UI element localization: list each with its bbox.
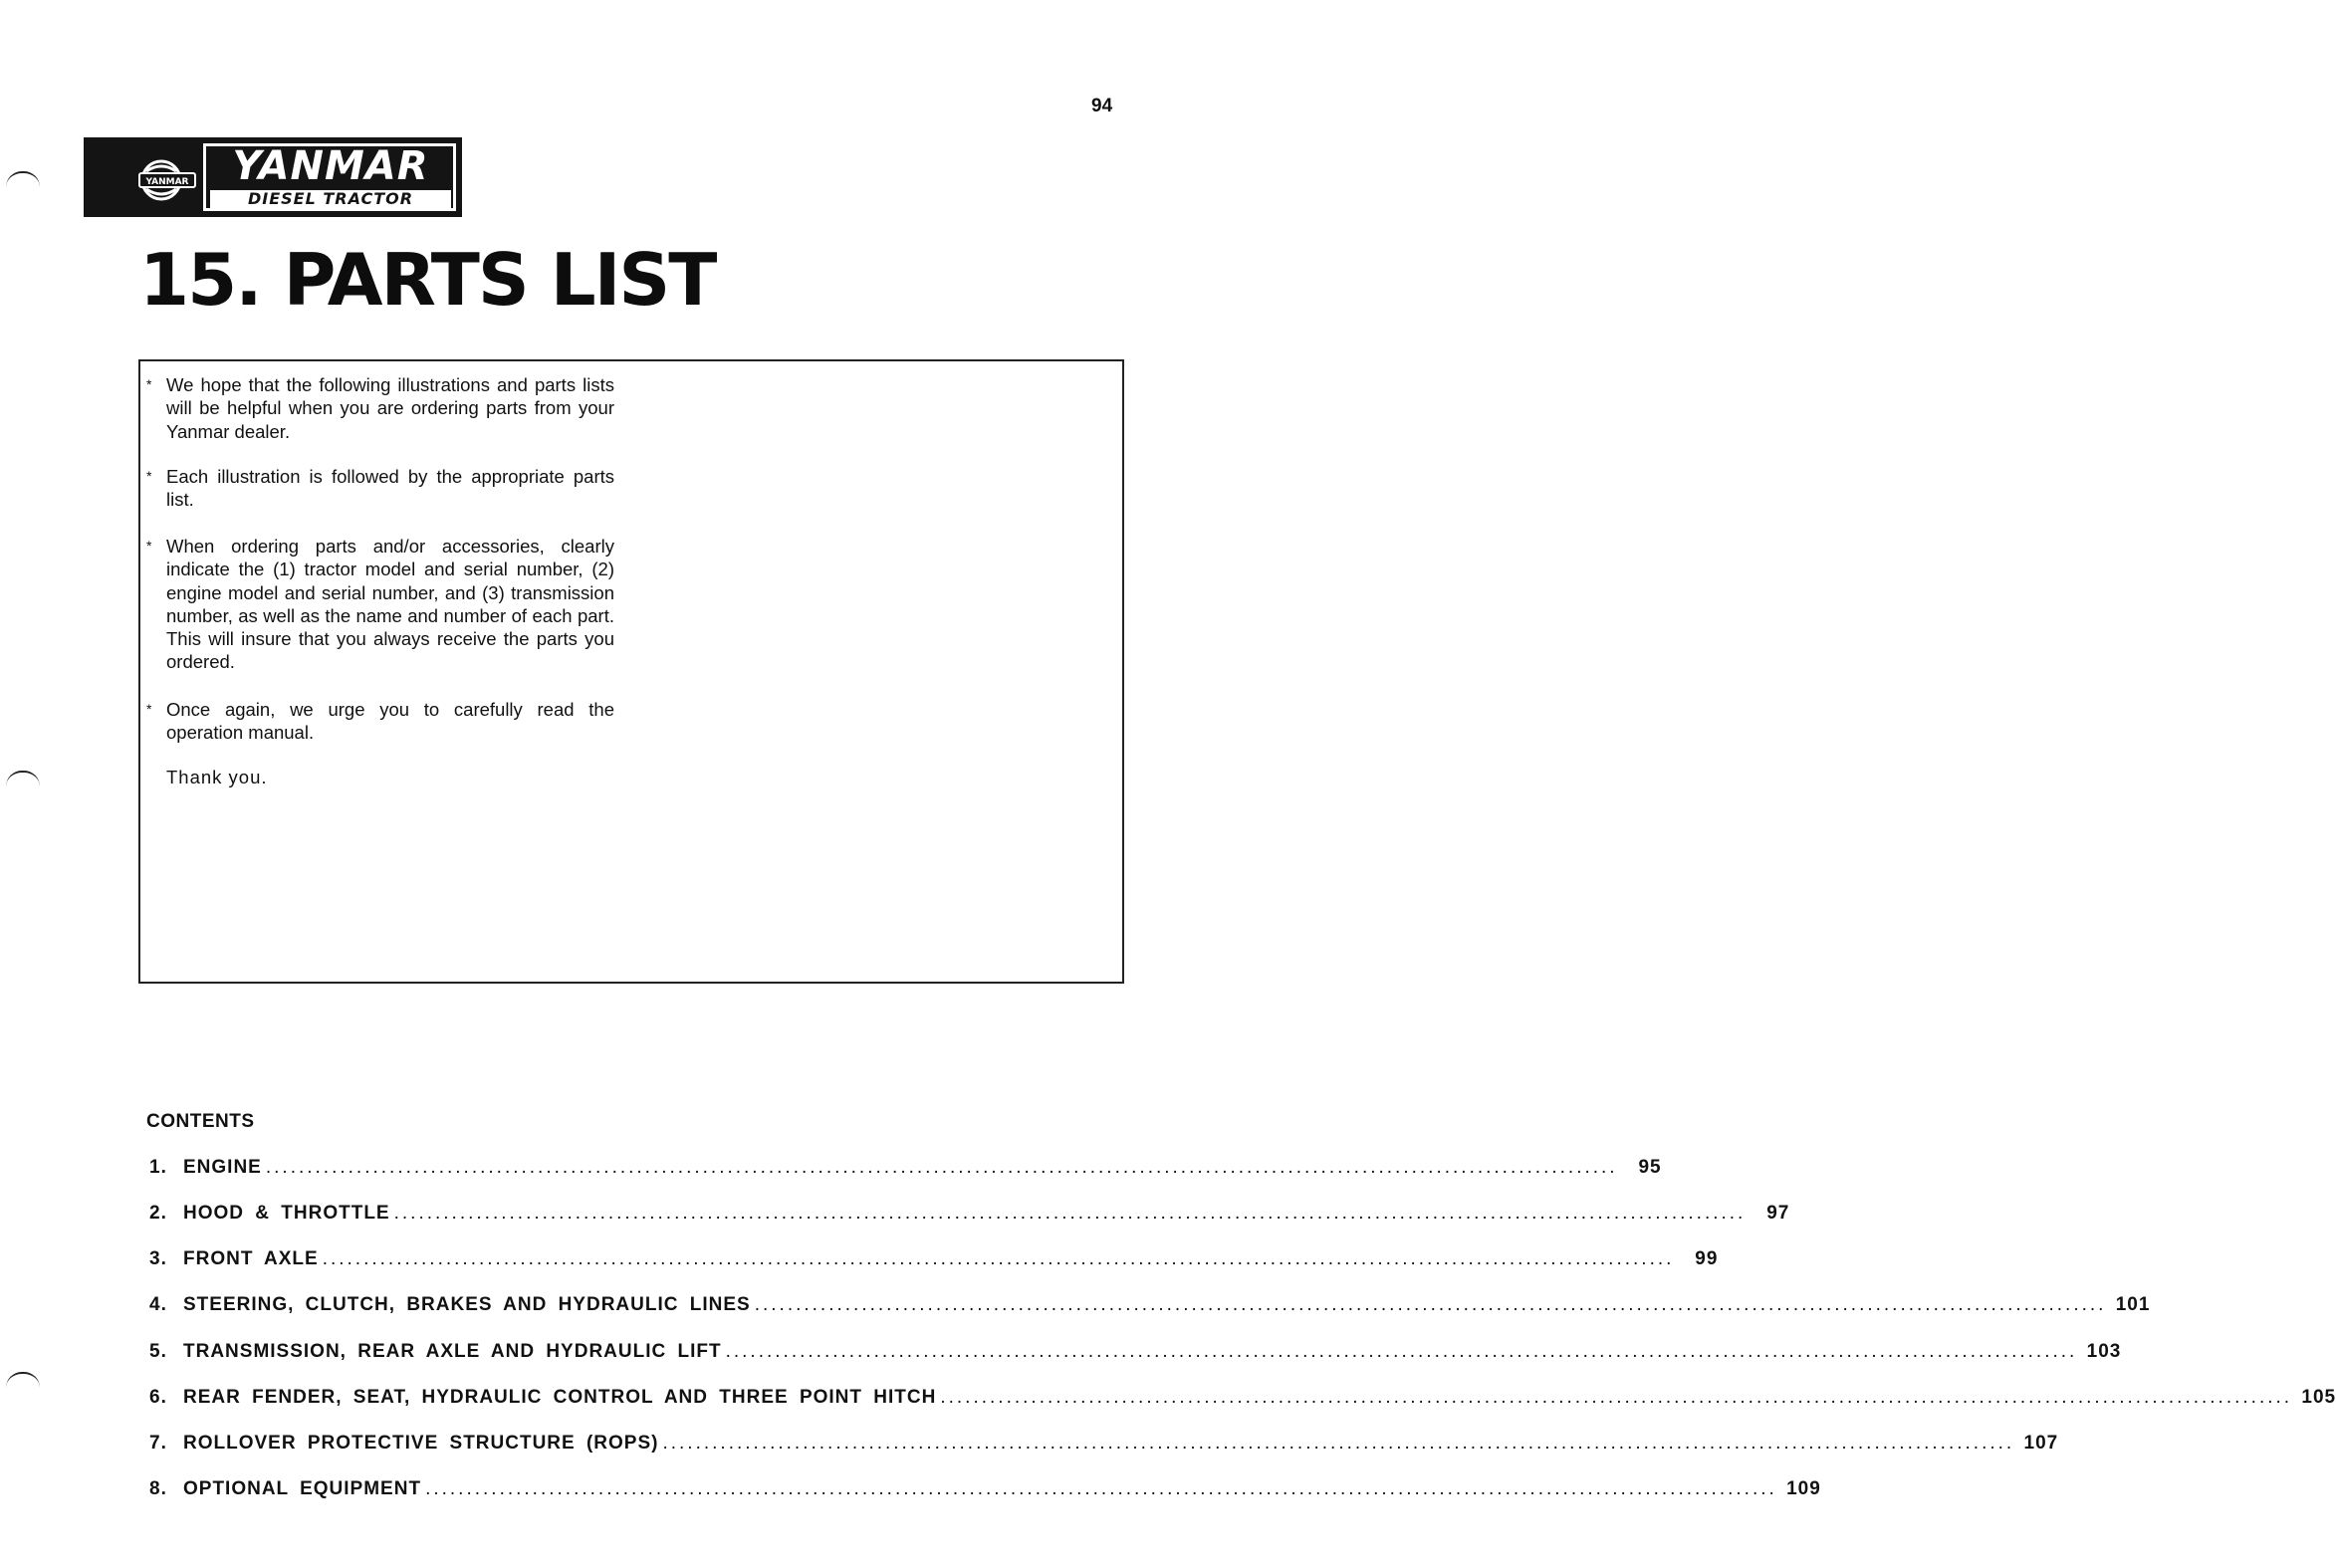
notice-text: We hope that the following illustrations and parts lists will be helpful when you are ordering parts from your Yanmar dealer. <box>166 374 614 442</box>
toc-title: STEERING, CLUTCH, BRAKES AND HYDRAULIC LINES <box>183 1294 751 1315</box>
toc-leader: .................................................................................................................................................................... <box>393 1203 1747 1224</box>
toc-entry-rear-fender <box>149 1387 2336 1413</box>
toc-page: 99 <box>1695 1248 1719 1269</box>
toc-leader: .................................................................................................................................................................... <box>265 1157 1618 1178</box>
notice-item <box>146 698 614 745</box>
toc-leader: .................................................................................................................................................................... <box>662 1433 2015 1454</box>
bullet-icon: * <box>146 468 152 484</box>
logo-brand: YANMAR <box>232 143 429 189</box>
toc-title: TRANSMISSION, REAR AXLE AND HYDRAULIC LIFT <box>183 1341 722 1362</box>
toc-entry-transmission <box>149 1341 2122 1367</box>
toc-number: 6. <box>149 1387 167 1408</box>
toc-entry-engine <box>149 1157 1662 1183</box>
notice-text: When ordering parts and/or accessories, clearly indicate the (1) tractor model and serial number, (2) engine model and serial number, and (3) transmission number, as well as the name and number of each part. This will insure that you always receive the parts you ordered. <box>166 536 614 673</box>
toc-page: 103 <box>2086 1341 2122 1362</box>
toc-number: 1. <box>149 1157 167 1178</box>
toc-number: 3. <box>149 1248 167 1269</box>
bullet-icon: * <box>146 701 152 717</box>
logo-plate <box>203 143 456 211</box>
toc-number: 4. <box>149 1294 167 1315</box>
toc-title: OPTIONAL EQUIPMENT <box>183 1478 422 1499</box>
notice-text: Each illustration is followed by the appropriate parts list. <box>166 466 614 511</box>
toc-title: ENGINE <box>183 1157 262 1178</box>
toc-title: HOOD & THROTTLE <box>183 1203 390 1224</box>
toc-leader: .................................................................................................................................................................... <box>725 1341 2078 1362</box>
toc-page: 95 <box>1638 1157 1662 1178</box>
closing-text: Thank you. <box>166 767 268 787</box>
toc-leader: .................................................................................................................................................................... <box>425 1478 1777 1499</box>
toc-page: 107 <box>2023 1433 2059 1454</box>
toc-entry-steering <box>149 1294 2151 1320</box>
yanmar-emblem-icon <box>137 157 197 203</box>
toc-title: ROLLOVER PROTECTIVE STRUCTURE (ROPS) <box>183 1433 659 1454</box>
notice-item <box>146 373 614 443</box>
notice-item <box>146 465 614 512</box>
page-number: 94 <box>1091 96 1113 116</box>
toc-page: 109 <box>1786 1478 1821 1499</box>
toc-number: 7. <box>149 1433 167 1454</box>
toc-entry-hood-throttle <box>149 1203 1790 1229</box>
toc-entry-front-axle <box>149 1248 1719 1274</box>
toc-leader: .................................................................................................................................................................... <box>322 1248 1675 1269</box>
toc-leader: .................................................................................................................................................................... <box>754 1294 2107 1315</box>
emblem-text: YANMAR <box>145 177 189 187</box>
bullet-icon: * <box>146 376 152 392</box>
notice-box <box>138 359 1124 984</box>
toc-leader: .................................................................................................................................................................... <box>940 1387 2293 1408</box>
contents-heading: CONTENTS <box>146 1111 255 1132</box>
toc-page: 105 <box>2301 1387 2336 1408</box>
logo-subtitle: DIESEL TRACTOR <box>210 190 451 208</box>
binder-hole-mark <box>6 1372 40 1388</box>
toc-entry-optional-equipment <box>149 1478 1821 1504</box>
yanmar-logo <box>84 137 462 217</box>
toc-number: 8. <box>149 1478 167 1499</box>
toc-number: 5. <box>149 1341 167 1362</box>
bullet-icon: * <box>146 538 152 554</box>
toc-page: 101 <box>2115 1294 2151 1315</box>
toc-title: FRONT AXLE <box>183 1248 319 1269</box>
binder-hole-mark <box>6 171 40 187</box>
notice-text: Once again, we urge you to carefully read the operation manual. <box>166 699 614 744</box>
toc-page: 97 <box>1766 1203 1790 1224</box>
page-title: 15. PARTS LIST <box>139 238 716 322</box>
binder-hole-mark <box>6 771 40 786</box>
toc-entry-rops <box>149 1433 2059 1458</box>
notice-item <box>146 535 614 674</box>
toc-number: 2. <box>149 1203 167 1224</box>
toc-title: REAR FENDER, SEAT, HYDRAULIC CONTROL AND THREE POINT HITCH <box>183 1387 937 1408</box>
